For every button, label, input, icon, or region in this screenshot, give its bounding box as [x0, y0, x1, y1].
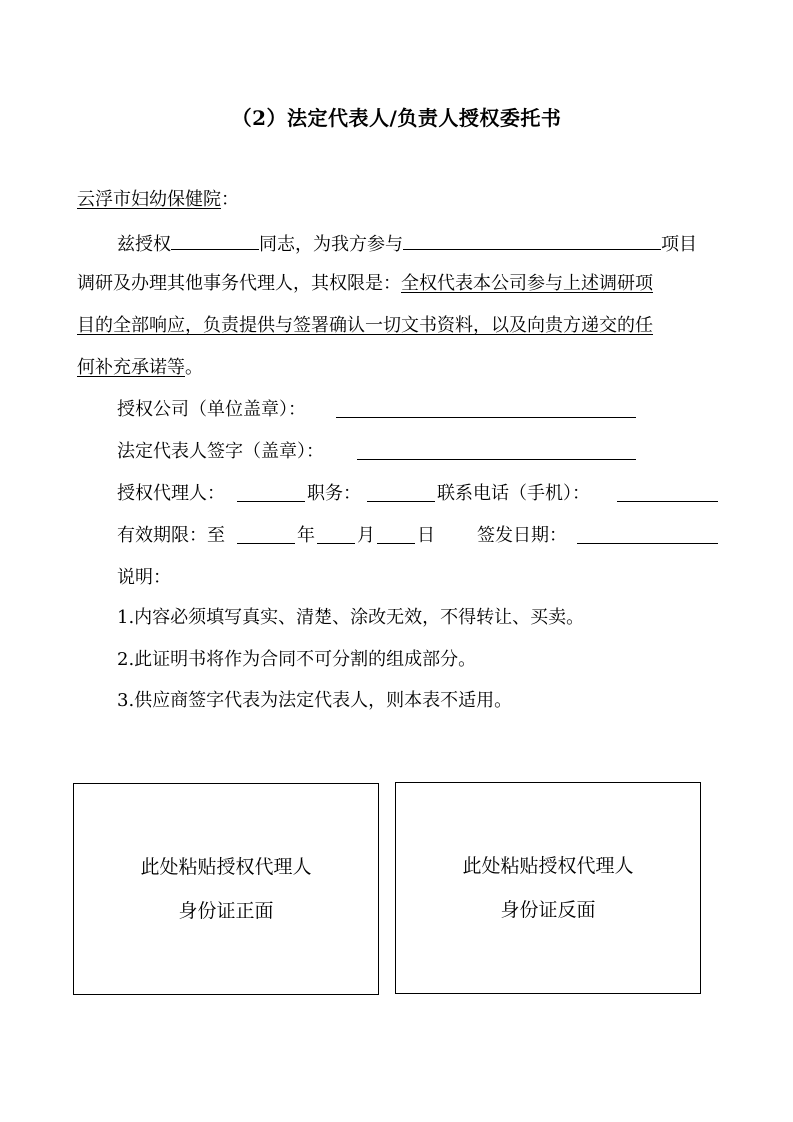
- recipient-name: 云浮市妇幼保健院: [77, 189, 221, 210]
- authorization-line-2: [77, 272, 653, 296]
- position-label: 职务：: [307, 483, 361, 504]
- issue-date-label: 签发日期：: [477, 525, 567, 546]
- phone-label: 联系电话（手机）：: [437, 483, 590, 504]
- issue-date-blank[interactable]: [577, 524, 718, 544]
- validity-month-blank[interactable]: [317, 524, 355, 544]
- validity-day-blank[interactable]: [377, 524, 415, 544]
- scope-text-underlined-3: 何补充承诺等: [77, 357, 185, 378]
- validity-year-blank[interactable]: [237, 524, 295, 544]
- project-name-blank[interactable]: [403, 230, 661, 250]
- id-card-back-box[interactable]: [395, 782, 701, 994]
- id-card-front-box[interactable]: [73, 783, 379, 995]
- day-label: 日: [417, 525, 435, 546]
- note-item-1: 1.内容必须填写真实、清楚、涂改无效，不得转让、买卖。: [117, 607, 585, 628]
- position-blank[interactable]: [367, 482, 435, 502]
- month-label: 月: [357, 525, 375, 546]
- company-seal-line: [117, 398, 306, 422]
- scope-text-underlined-1: 全权代表本公司参与上述调研项: [401, 273, 653, 294]
- project-text: 项目: [661, 234, 697, 255]
- scope-intro-text: 调研及办理其他事务代理人，其权限是：: [77, 273, 401, 294]
- legal-rep-label: 法定代表人签字（盖章）：: [117, 441, 324, 462]
- id-card-back-line-2: 身份证反面: [500, 899, 596, 921]
- id-card-back-line-1: 此处粘贴授权代理人: [462, 855, 634, 877]
- agent-name-blank[interactable]: [171, 230, 259, 250]
- scope-text-underlined-2: 目的全部响应，负责提供与签署确认一切文书资料，以及向贵方递交的任: [77, 315, 653, 336]
- authorization-line-1: [117, 230, 697, 257]
- recipient-colon: ：: [221, 189, 239, 210]
- authorize-text: 兹授权: [117, 234, 171, 255]
- validity-label: 有效期限：至: [117, 525, 225, 546]
- note-item-2: 2.此证明书将作为合同不可分割的组成部分。: [117, 649, 477, 670]
- id-card-front-line-1: 此处粘贴授权代理人: [140, 856, 312, 878]
- notes-heading: 说明：: [117, 567, 171, 588]
- phone-blank[interactable]: [617, 482, 718, 502]
- company-seal-blank[interactable]: [336, 398, 636, 418]
- company-seal-label: 授权公司（单位盖章）：: [117, 399, 306, 420]
- authorization-line-4: [77, 356, 203, 380]
- agent-blank[interactable]: [237, 482, 305, 502]
- agent-label: 授权代理人：: [117, 483, 225, 504]
- comrade-participate-text: 同志，为我方参与: [259, 234, 403, 255]
- document-title: （2）法定代表人/负责人授权委托书: [231, 106, 562, 130]
- legal-rep-blank[interactable]: [357, 440, 636, 460]
- year-label: 年: [297, 525, 315, 546]
- legal-rep-line: [117, 440, 324, 464]
- note-item-3: 3.供应商签字代表为法定代表人，则本表不适用。: [117, 690, 513, 711]
- id-card-front-line-2: 身份证正面: [178, 900, 274, 922]
- recipient-line: [77, 188, 239, 212]
- period-text: 。: [185, 357, 203, 378]
